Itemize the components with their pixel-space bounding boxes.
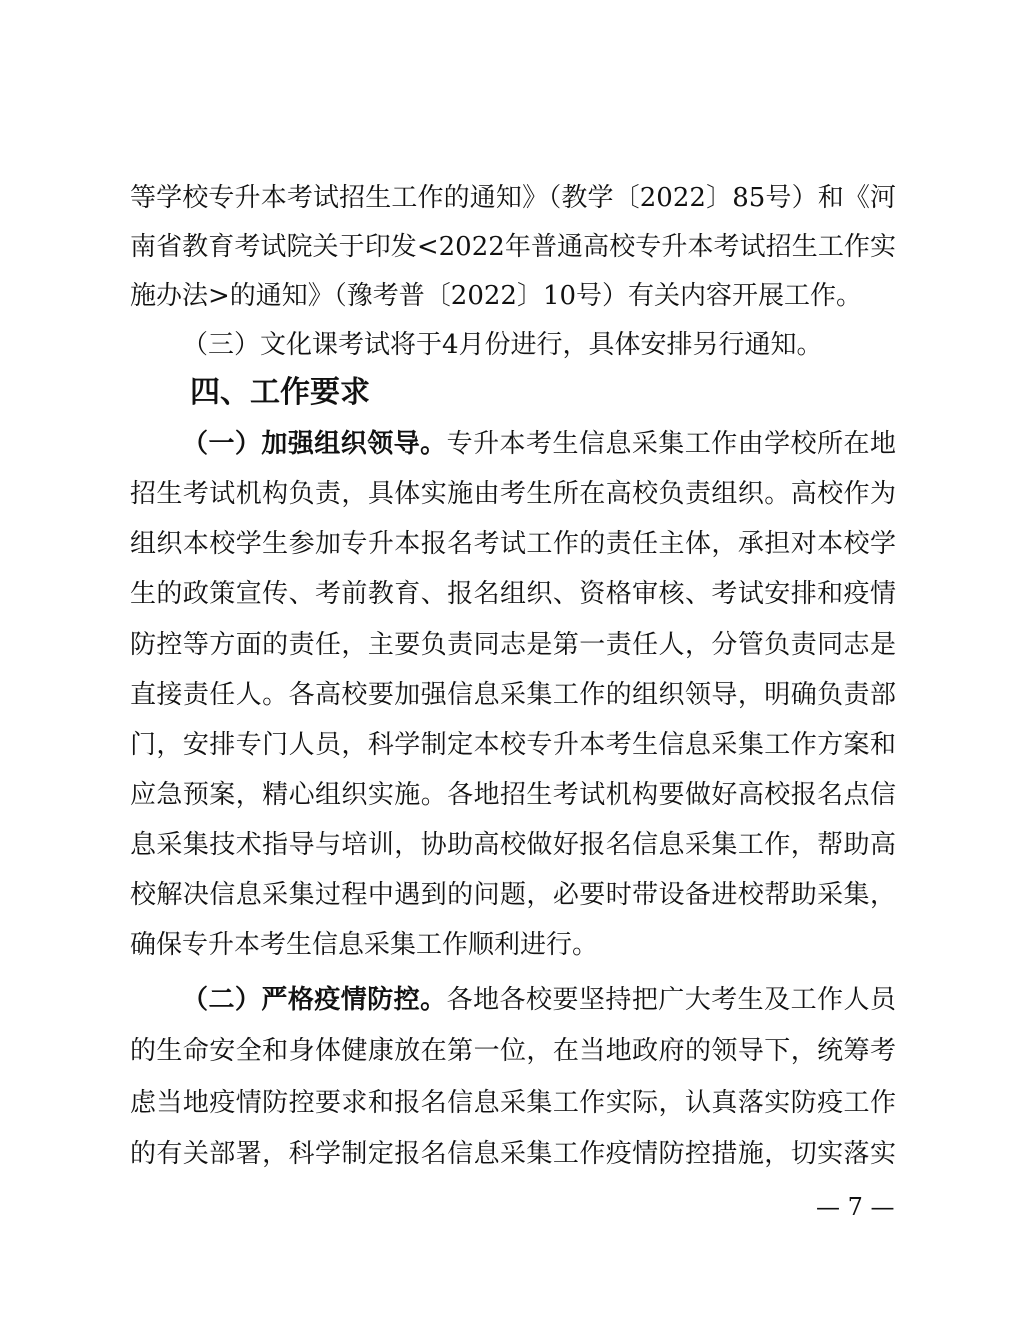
body-text-line: 门，安排专门人员，科学制定本校专升本考生信息采集工作方案和 <box>130 730 896 760</box>
item-two-lead: （二）严格疫情防控。 <box>182 985 447 1015</box>
item-three-text: （三）文化课考试将于4月份进行，具体安排另行通知。 <box>182 330 823 360</box>
page-number: — 7 — <box>816 1193 895 1221</box>
section-heading: 四、工作要求 <box>190 375 370 410</box>
body-text-line: 直接责任人。各高校要加强信息采集工作的组织领导，明确负责部 <box>130 680 896 710</box>
body-text-line: 应急预案，精心组织实施。各地招生考试机构要做好高校报名点信 <box>130 780 896 810</box>
item-one-lead: （一）加强组织领导。 <box>182 429 447 459</box>
item-two-first-line-rest: 各地各校要坚持把广大考生及工作人员 <box>446 985 896 1015</box>
body-text-line: 防控等方面的责任，主要负责同志是第一责任人，分管负责同志是 <box>130 630 896 660</box>
body-text-line: 的有关部署，科学制定报名信息采集工作疫情防控措施，切实落实 <box>130 1139 896 1169</box>
body-text-line: 确保专升本考生信息采集工作顺利进行。 <box>130 930 599 960</box>
body-text-line: 等学校专升本考试招生工作的通知》（教学〔2022〕85号）和《河 <box>130 183 896 213</box>
body-text-line: 虑当地疫情防控要求和报名信息采集工作实际，认真落实防疫工作 <box>130 1088 896 1118</box>
body-text-line: 息采集技术指导与培训，协助高校做好报名信息采集工作，帮助高 <box>130 830 896 860</box>
body-text-line: 招生考试机构负责，具体实施由考生所在高校负责组织。高校作为 <box>130 479 896 509</box>
item-two-first-line <box>182 983 896 1017</box>
body-text-line: 南省教育考试院关于印发<2022年普通高校专升本考试招生工作实 <box>130 232 896 262</box>
body-text-line: 的生命安全和身体健康放在第一位，在当地政府的领导下，统筹考 <box>130 1036 896 1066</box>
body-text-line: 生的政策宣传、考前教育、报名组织、资格审核、考试安排和疫情 <box>130 579 896 609</box>
body-text-line: 施办法>的通知》（豫考普〔2022〕10号）有关内容开展工作。 <box>130 281 863 311</box>
item-one-first-line <box>182 427 896 461</box>
body-text-line: 校解决信息采集过程中遇到的问题，必要时带设备进校帮助采集， <box>130 880 896 910</box>
item-one-first-line-rest: 专升本考生信息采集工作由学校所在地 <box>446 429 896 459</box>
body-text-line: 组织本校学生参加专升本报名考试工作的责任主体，承担对本校学 <box>130 529 896 559</box>
